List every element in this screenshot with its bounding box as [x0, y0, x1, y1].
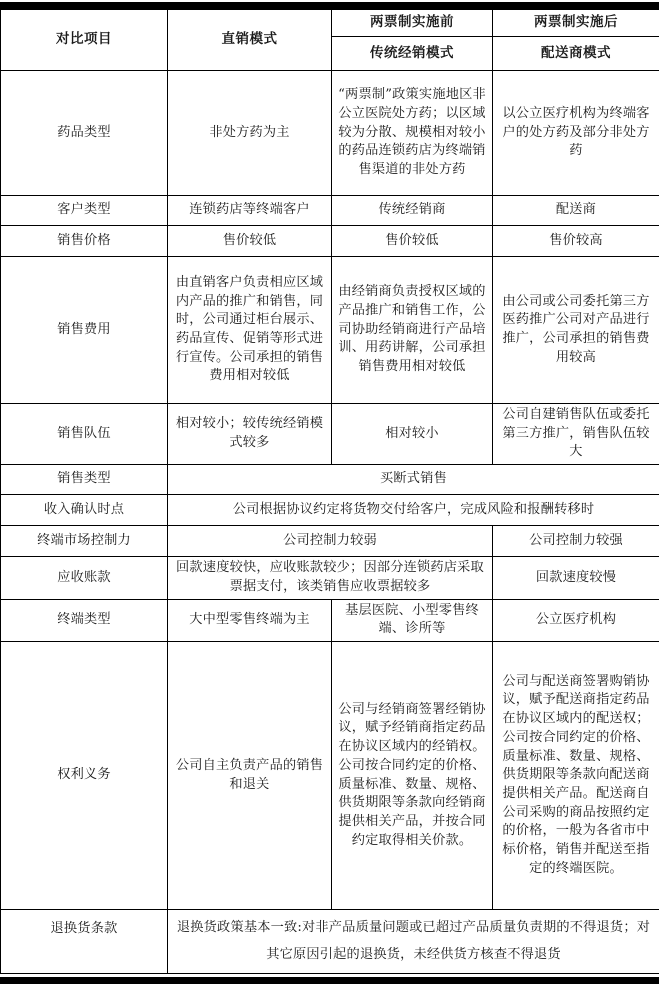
row-label-terminal-control: 终端市场控制力 — [1, 526, 168, 557]
cell-merged-all: 买断式销售 — [168, 465, 659, 495]
cell-distributor: 公立医疗机构 — [493, 599, 659, 641]
header-cell-group-after: 两票制实施后 — [493, 10, 659, 37]
cell-merged-left: 回款速度较快，应收账款较少；因部分连锁药店采取票据支付，该类销售应收票据较多 — [168, 557, 493, 599]
table-row — [1, 257, 659, 404]
cell-traditional: 基层医院、小型零售终端、诊所等 — [332, 599, 493, 641]
row-label-customer-type: 客户类型 — [1, 196, 168, 226]
table-row — [1, 642, 659, 910]
row-label-sales-price: 销售价格 — [1, 226, 168, 257]
table-row — [1, 495, 659, 526]
cell-distributor: 公司与配送商签署购销协议，赋予配送商指定药品在协议区域内的配送权；公司按合同约定的价格、质量标准、数量、规格、供货期限等条款向配送商提供相关产品。配送商自公司采购的商品按照约定的价格，一般为各省市中标价格，销售并配送至指定的终端医院。 — [493, 642, 659, 910]
table-row — [1, 196, 659, 226]
cell-merged-left: 公司控制力较弱 — [168, 526, 493, 557]
header-cell-traditional-mode: 传统经销模式 — [332, 37, 493, 71]
cell-direct: 非处方药为主 — [168, 71, 332, 196]
cell-merged-all: 退换货政策基本一致:对非产品质量问题或已超过产品质量负责期的不得退货；对其它原因引起的退换货，未经供货方核查不得退货 — [168, 910, 659, 974]
cell-traditional: 传统经销商 — [332, 196, 493, 226]
row-label-drug-type: 药品类型 — [1, 71, 168, 196]
row-label-terminal-type: 终端类型 — [1, 599, 168, 641]
bottom-rule-divider — [0, 977, 659, 984]
cell-traditional: 公司与经销商签署经销协议，赋予经销商指定药品在协议区域内的经销权。公司按合同约定的价格、质量标准、数量、规格、供货期限等条款向经销商提供相关产品，并按合同约定取得相关价款。 — [332, 642, 493, 910]
row-label-return-policy: 退换货条款 — [1, 910, 168, 974]
cell-direct: 相对较小；较传统经销模式较多 — [168, 404, 332, 465]
cell-distributor: 公司控制力较强 — [493, 526, 659, 557]
row-label-sales-team: 销售队伍 — [1, 404, 168, 465]
comparison-table — [0, 9, 659, 974]
cell-traditional: 相对较小 — [332, 404, 493, 465]
cell-direct: 由直销客户负责相应区域内产品的推广和销售，同时，公司通过柜台展示、药品宣传、促销等形式进行宣传。公司承担的销售费用相对较低 — [168, 257, 332, 404]
row-label-sales-expense: 销售费用 — [1, 257, 168, 404]
cell-traditional: “两票制”政策实施地区非公立医院处方药；以区域较为分散、规模相对较小的药品连锁药店为终端销售渠道的非处方药 — [332, 71, 493, 196]
cell-direct: 售价较低 — [168, 226, 332, 257]
cell-distributor: 售价较高 — [493, 226, 659, 257]
row-label-sales-type: 销售类型 — [1, 465, 168, 495]
row-label-revenue-recognition: 收入确认时点 — [1, 495, 168, 526]
table-body — [1, 71, 659, 974]
table-header — [1, 10, 659, 71]
table-row — [1, 71, 659, 196]
cell-direct: 连锁药店等终端客户 — [168, 196, 332, 226]
table-row — [1, 526, 659, 557]
cell-direct: 公司自主负责产品的销售和退关 — [168, 642, 332, 910]
cell-traditional: 由经销商负责授权区域的产品推广和销售工作，公司协助经销商进行产品培训、用药讲解，公司承担销售费用相对较低 — [332, 257, 493, 404]
cell-distributor: 由公司或公司委托第三方医药推广公司对产品进行推广，公司承担的销售费用较高 — [493, 257, 659, 404]
row-label-receivables: 应收账款 — [1, 557, 168, 599]
header-row-top — [1, 10, 659, 37]
row-label-rights-obligations: 权利义务 — [1, 642, 168, 910]
header-cell-direct-mode: 直销模式 — [168, 10, 332, 71]
cell-distributor: 回款速度较慢 — [493, 557, 659, 599]
table-row — [1, 404, 659, 465]
table-row — [1, 910, 659, 974]
cell-merged-all: 公司根据协议约定将货物交付给客户，完成风险和报酬转移时 — [168, 495, 659, 526]
table-row — [1, 226, 659, 257]
cell-distributor: 配送商 — [493, 196, 659, 226]
table-row — [1, 557, 659, 599]
header-cell-group-before: 两票制实施前 — [332, 10, 493, 37]
cell-distributor: 公司自建销售队伍或委托第三方推广，销售队伍较大 — [493, 404, 659, 465]
table-row — [1, 465, 659, 495]
header-cell-compare-item: 对比项目 — [1, 10, 168, 71]
top-rule-divider — [0, 2, 659, 9]
cell-traditional: 售价较低 — [332, 226, 493, 257]
cell-direct: 大中型零售终端为主 — [168, 599, 332, 641]
cell-distributor: 以公立医疗机构为终端客户的处方药及部分非处方药 — [493, 71, 659, 196]
header-cell-distributor-mode: 配送商模式 — [493, 37, 659, 71]
table-row — [1, 599, 659, 641]
